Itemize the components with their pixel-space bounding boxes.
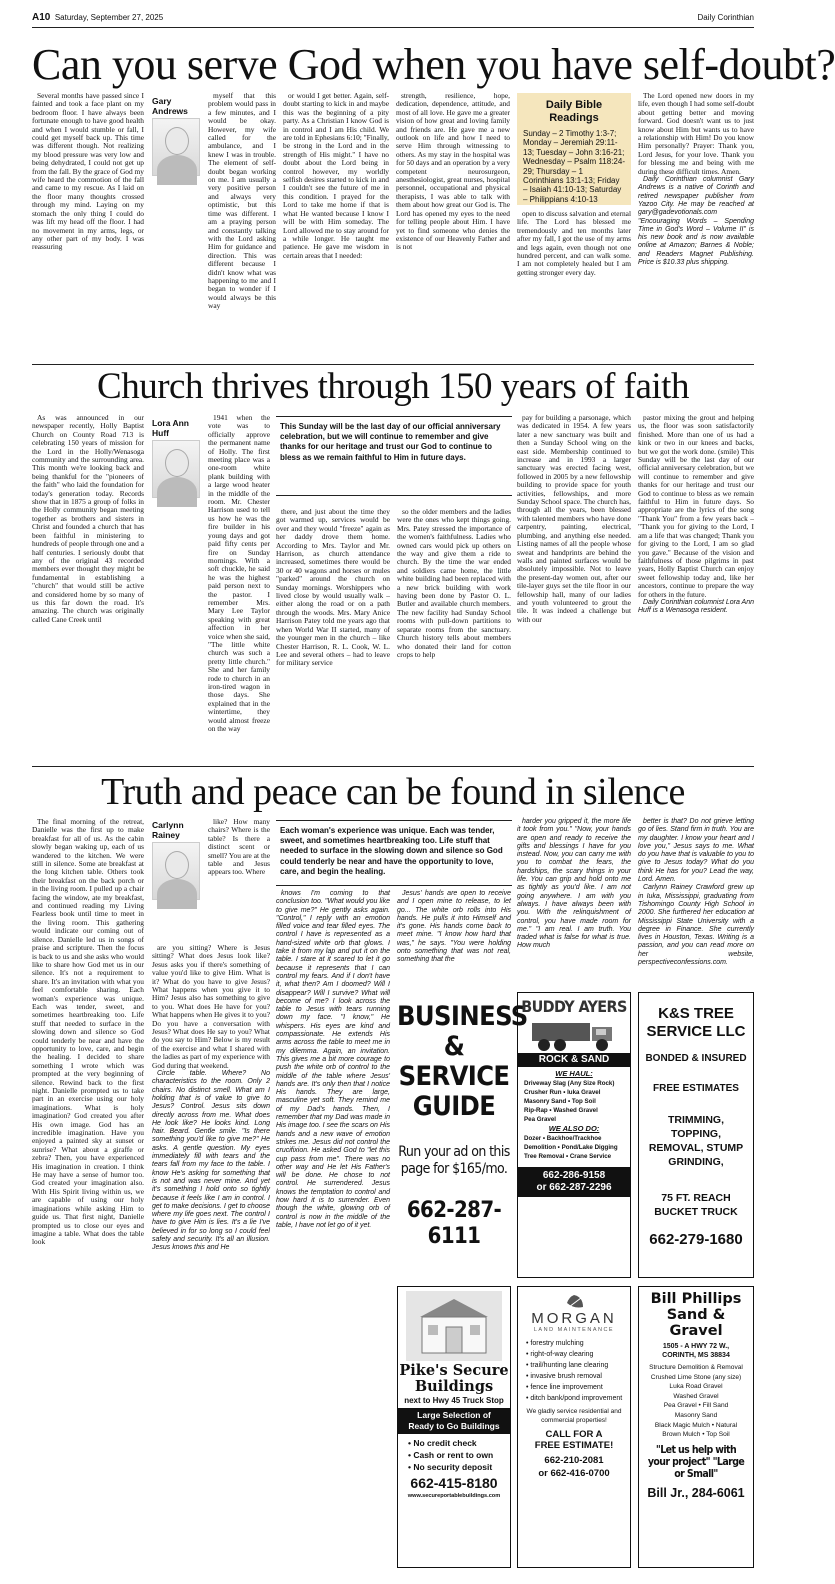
haul-item: Crusher Run • Iuka Gravel — [524, 1089, 601, 1096]
bill-item: Brown Mulch • Top Soil — [662, 1431, 730, 1439]
story2-headline: Church thrives through 150 years of faith — [97, 366, 689, 407]
also-item: Tree Removal • Crane Service — [524, 1153, 612, 1160]
pikes-location: next to Hwy 45 Truck Stop — [404, 1396, 504, 1405]
morgan-phone-1: 662-210-2081 — [544, 1455, 604, 1466]
story1-byline — [152, 96, 206, 196]
story1-column-6: The Lord opened new doors in my life, even though I had some self-doubt about getting better and moving forward. God doesn't want us to just know about Him but wants us to have a relationship with Him! Do you know Him personally? Prayer: Thank you, Lord Jesus, for your love. Thank you for blessing me and being with me during these difficult times. Amen. Daily Corinthian columnist Gary Andrews is a native of Corinth and retired newspaper publisher from Yazoo City. He may be reached at gary@gadevotionals.com "Encouraging Words – Spending Time in God's Word – Volume II" is his new book and is now available online at Amazon; Barnes & Noble; and Readers Magnet Publishing. Price is $10.33 plus shipping. — [638, 91, 754, 267]
story3-column-1: The final morning of the retreat, Danielle was the first up to make breakfast for all of us. As the cabin slowly began waking up, each of us wandered to the kitchen. We were still in silence. Some ate breakfast at the long kitchen table. Others took their breakfast on the back porch or in the living room. I pulled up a chair facing the window, ate my breakfast, and continued reading my Living Fearless book until time to meet in the living room. This gathering would indicate our coming out of silence. Danielle led us in songs of praise and scripture. Then the focus is back to us and she asks who would like to share how God met us in our silence. It's not a requirement to share. It's an invitation with what you feel comfortable sharing. Each woman's experience was unique. Each was tender, sweet, and sometimes heartbreaking too. Life stuff that needed to surface in the slowing down and silence so God could tenderly be near and have the opportunity to love, care, and begin the healing. I decided to share something I wrote which was prompted at the very beginning of silence. Rewind back to the first night. Danielle prompted us to take part in an exercise using our holy imaginations. What is holy imagination? God created you after His own image. God has an incredible imagination. Have you enjoyed a painted sky at sunset or sunrise? What about a giraffe or zebra? Then, you have experienced His imagination in creation. I think He may have a sense of humor too. God created your imagination also. With His Spirit living within us, we are capable of using our holy imaginations while asking Him to guide us. That first night, Danielle prompted us to close our eyes and imagine a table. What does the table look — [32, 817, 144, 1247]
story3-bio: Carlynn Rainey Crawford grew up in Iuka, Mississippi, graduating from Tishomingo County High School in 2000. She furthered her education at Mississippi State University with a degree in Finance. She currently lives in Houston, Texas. Writing is a passion, and you can read more on her website, perspectiveconfessions.com. — [638, 884, 754, 967]
bible-box-title: Daily Bible Readings — [545, 99, 603, 124]
story1-column-5b: open to discuss salvation and eternal life. The Lord has blessed me tremendously and ten months later after my fall, I got the use of my arms and legs again, even though not one hundred percent, and can walk some. I am not completely healed but I am getting stronger every day. — [517, 209, 631, 277]
story1-headline: Can you serve God when you have self-doubt? — [32, 40, 835, 89]
ks-name: K&S TREE SERVICE LLC — [646, 1005, 746, 1040]
author-name: Carlynn Rainey — [152, 820, 184, 840]
buddy-phone-2: or 662-287-2296 — [536, 1182, 612, 1193]
bill-item: Luka Road Gravel — [669, 1383, 723, 1391]
dump-truck-icon — [524, 1017, 624, 1053]
bill-phillips-ad — [638, 1286, 754, 1568]
story2-byline — [152, 418, 206, 518]
story1-bio: Daily Corinthian columnist Gary Andrews is a native of Corinth and retired newspaper publisher from Yazoo City. He may be reached at gary@gadevotionals.com "Encouraging Words – Spending Time in God's Word – Volume II" is his new book and is now available online at Amazon; Barnes & Noble; and Readers Magnet Publishing. Price is $10.33 plus shipping. — [638, 176, 754, 267]
morgan-phone-2: or 662-416-0700 — [538, 1468, 610, 1479]
bill-item: Masonry Sand — [674, 1411, 718, 1419]
leaf-logo-icon — [559, 1293, 589, 1311]
bill-address-2: CORINTH, MS 38834 — [662, 1352, 730, 1359]
morgan-cta: CALL FOR A FREE ESTIMATE! — [534, 1429, 614, 1451]
story3-byline — [152, 820, 206, 924]
bill-item: Structure Demolition & Removal — [649, 1364, 743, 1371]
guide-phone: 662-287-6111 — [406, 1198, 502, 1249]
pikes-point: • Cash or rent to own — [408, 1450, 494, 1460]
ks-bonded: BONDED & INSURED — [645, 1053, 747, 1064]
story2-column-5: pay for building a parsonage, which was dedicated in 1954. A few years later a new sanctuary was built and then a Sunday School wing on the east side. Membership continued to increase and in 1993 a larger sanctuary was erected facing west, followed in 2005 by a new fellowship building to provide space for youth activities, fellowships, and more Sunday School space. The church has, through all the years, been blessed with talented members who have done carpentry, painting, electrical, plumbing, and anything else needed. Listing names of all the people whose sweat and handprints are behind the walls and painted surfaces would be absolutely impossible. Not to leave the present-day women out, after our tile-layer guys set the tile floor in our fellowship hall, many of our ladies and youth volunteered to grout the tile. It was indeed a challenge but with our — [517, 413, 631, 624]
daily-bible-readings-box — [517, 93, 631, 205]
story2-column-6: pastor mixing the grout and helping us, the floor was soon satisfactorily finished. More than one of us had a kink or two in our knees and backs, but we got the work done. (smile) This Sunday will be the last day of our official anniversary celebration, but we will continue to remember and give thanks for our heritage and trust our God to continue to bless as we remain faithful to Him in future days. So appropriate are the lyrics of the song "Thank You" from a few years back – "Thank you for giving to the Lord, I am a life that was changed; Thank you for giving to the Lord, I am so glad you gave." Because of the vision and faithfulness of those pilgrims in past years, Holly Baptist Church can enjoy sweet fellowship today and, like her ancestors, continue to prepare the way for others in the future. Daily Corinthian columnist Lora Ann Huff is a Wenasoga resident. — [638, 413, 755, 615]
morgan-service: • forestry mulching — [526, 1340, 584, 1347]
buddy-haul-label: WE HAUL: — [555, 1069, 593, 1078]
haul-item: Rip-Rap • Washed Gravel — [524, 1107, 598, 1114]
buddy-also-label: WE ALSO DO: — [548, 1124, 600, 1133]
story3-column-5: harder you gripped it, the more life it took from you." "Now, your hands are open and ready to receive the gifts and blessings I have for you instead. Now, you can carry me with you to combat the fears, the hardships, the scary things in your life. You can grip and hold onto me as tightly as you'd like. I am not going anywhere. I am with you always. I have always been with you. With the relinquishment of control, you have made room for me." "I am real. I am truth. You traded what is false for what is true. How much — [517, 818, 631, 950]
author-name: Lora Ann Huff — [152, 418, 189, 438]
paper-name: Daily Corinthian — [697, 13, 754, 22]
author-photo — [152, 440, 200, 498]
story3-column-2b: are you sitting? Where is Jesus sitting? What does Jesus look like? Jesus asks you if there's something of value you'd like to give Him. What is it? What do you have to give Jesus? What happens when you give it to Him? Jesus also has something to give to you. What does He have for you? What happens when He gives it to you? Do you have a conversation with Jesus? What does He say to you? What do you say to Him? Below is my result of the exercise and what I shared with the ladies as part of my experience with God during that weekend. Circle table. Where? No characteristics to the room. Only 2 chairs. No distinct smell. What am I holding that is of value to give to Jesus? Control. Jesus sits down directly across from me. What does He look like? He looks kind. Long hair. Beard. Gentle smile. "Is there something you'd like to give me?" He asks. A gentle question. My eyes immediately fill with tears and the tears fall from my face to the table. I know He's asking for something that is not and was never mine. And yet it's something I hold onto so tightly because it feels like I am in control. I get to make decisions. I get to choose where my life goes next. The control I have to give Him is lies. It's a lie I've believed in for so long so I could feel safety and security. It's all an illusion. Jesus knows this and He — [152, 943, 270, 1252]
also-item: Demolition • Pond/Lake Digging — [524, 1144, 618, 1151]
morgan-service: • trail/hunting lane clearing — [526, 1362, 609, 1369]
page-folio — [32, 14, 754, 28]
bill-slogan: "Let us help with your project" "Large or Small" — [647, 1443, 745, 1480]
morgan-service: • right-of-way clearing — [526, 1351, 594, 1358]
also-item: Dozer • Backhoe/Trackhoe — [524, 1135, 602, 1142]
pikes-website: www.secureportablebuildings.com — [407, 1493, 501, 1499]
morgan-note: We gladly service residential and commercial properties! — [526, 1408, 622, 1424]
buddy-tagline: ROCK & SAND — [518, 1053, 630, 1067]
section-divider — [32, 766, 754, 767]
buddy-ayers-ad — [517, 992, 631, 1278]
bill-item: Washed Gravel — [673, 1392, 719, 1400]
haul-item: Pea Gravel — [524, 1116, 556, 1123]
guide-subtitle: Run your ad on this page for $165/mo. — [398, 1144, 510, 1177]
morgan-service: • invasive brush removal — [526, 1373, 602, 1380]
section-divider — [32, 364, 754, 365]
author-photo — [152, 842, 200, 900]
buddy-name: BUDDY AYERS — [521, 997, 627, 1016]
ks-estimates: FREE ESTIMATES — [653, 1083, 739, 1094]
page-number: A10 — [32, 12, 51, 23]
bill-name: Bill Phillips Sand & Gravel — [650, 1291, 742, 1339]
pikes-point: • No security deposit — [408, 1462, 493, 1472]
author-photo — [152, 118, 200, 176]
morgan-land-ad — [517, 1286, 631, 1568]
story3-column-3: knows I'm coming to that conclusion too. "What would you like to give me?" He gently asks again. "Control," I reply with an emotion filled voice and tear filled eyes. The control I have is represented as a hand-sized white orb that glows. I take it from my lap and put it on the table. I stare at it scared to let it go because it represents that I can control my fears. And if I don't have it, what then? Am I doomed? Will I disappear? Will I survive? What will become of me? I look across the table to Jesus with tears running down my face. "I know," He whispers. His eyes are kind and compassionate. He extends His arms across the table to meet me in my dilemma. Again, an invitation. This gives me a bit more courage to push the white orb of control to the middle of the table where Jesus' hands are. It's only then that I notice His hands. They are large, masculine yet soft. They remind me of my Dad's hands. Then, I remember that my Dad was made in His image too. I see the scars on His hands and a new wave of emotion strikes me. Jesus did not control the crucifixion. He asked God to "let this cup pass from me". There was no other way and He let His Father's will be done. He chose to not control. He surrendered. Jesus knows the temptation to control and how hard it is to surrender. Even though the white, glowing orb of control is now in the middle of the table, I have not let go of it yet. — [276, 890, 390, 1229]
story2-column-2: 1941 when the vote was to officially approve the permanent name of Holly. The first meeting place was a one-room white plank building with a large wood heater in the middle of the room. Mr. Chester Harrison used to tell us how he was the fire builder in his young days and got paid fifty cents per fire on Sunday mornings. With a soft chuckle, he said he was the highest paid person next to the pastor. I remember Mrs. Mary Lee Taylor speaking with great affection in her voice when she said, "The little white church was such a pretty little church." She and her family rode to church in an iron-tired wagon in those days. She explained that in the wintertime, they would almost freeze on the way — [208, 413, 270, 734]
bill-item: Crushed Lime Stone (any size) — [650, 1373, 742, 1381]
bill-item: Black Magic Mulch • Natural — [654, 1421, 738, 1429]
bible-box-text: Sunday – 2 Timothy 1:3-7; Monday – Jeremiah 29:11-13; Tuesday – John 3:16-21; Wednesday – Psalm 118:24-29; Thursday – 1 Corinthians 13:1-13; Friday – Isaiah 41:10-13; Saturday – Philippians 4:10-13 — [523, 129, 625, 204]
story1-column-3: or would I get better. Again, self-doubt starting to kick in and maybe this was the beginning of a pity party. As a Christian I know God is in control and I am His child. We are told in Ephesians 6:10; "Finally, be strong in the Lord and in the strength of His might." I have no doubt about the Lord being in control however, my worldly selfish desires started to kick in and I couldn't see the future of me in this condition. I prayed for the Lord to take me home if that is what He wanted because I know I will be with Him someday. The Lord allowed me to stay around for a while longer. He taught me patience. He gave me wisdom in certain areas that I needed: — [283, 91, 389, 260]
morgan-sub: LAND MAINTENANCE — [533, 1327, 615, 1333]
ks-phone: 662-279-1680 — [649, 1231, 743, 1248]
pikes-buildings-ad — [397, 1286, 511, 1568]
guide-title: BUSINESS & SERVICE GUIDE — [397, 1001, 528, 1122]
haul-item: Masonry Sand • Top Soil — [524, 1098, 596, 1105]
pikes-phone: 662-415-8180 — [410, 1475, 498, 1491]
story1-column-1: Several months have passed since I fainted and took a face plant on my bedroom floor. I have always been fortunate enough to have good health and when I would stumble or fall, I could get myself back up. This time was different though. Not realizing my blood pressure was very low and being dehydrated, I could not get up from the fall. By the grace of God my wife heard the commotion of the fall and came to my rescue. As I laid on the floor many thoughts crossed through my mind. Laying on my stomach the only thing I could do was lift my head off the floor. I had no movement in my arms, legs, or any other part of my body. I was reassuring — [32, 91, 144, 252]
ks-reach: 75 FT. REACH BUCKET TRUCK — [654, 1192, 738, 1218]
pikes-point: • No credit check — [408, 1438, 477, 1448]
morgan-name: MORGAN — [531, 1310, 617, 1327]
story3-exercise: Circle table. Where? No characteristics to the room. Only 2 chairs. No distinct smell. What am I holding that is of value to give to Jesus? Control. Jesus sits down directly across from me. What does He look like? He looks kind. Long hair. Beard. Gentle smile. "Is there something you'd like to give me?" He asks. A gentle question. My eyes immediately fill with tears and the tears fall from my face to the table. I know He's asking for something that is not and was never mine. And yet it's something I hold onto so tightly because it feels like I am in control. I get to make decisions. I get to choose where my life goes next. The control I have to give Him is lies. It's a lie I've believed in for so long so I could feel safety and security. It's all an illusion. Jesus knows this and He — [152, 1070, 270, 1252]
haul-item: Driveway Slag (Any Size Rock) — [524, 1080, 615, 1087]
story1-column-2b — [152, 196, 276, 356]
morgan-service: • ditch bank/pond improvement — [526, 1395, 623, 1402]
story3-column-6: better is that? Do not grieve letting go of lies. Stand firm in truth. You are my daughter. I know your heart and I love you," Jesus says to me. What do you have that is valuable to you to give to Jesus today? What do you think He has for you? Lead the way, Lord. Amen. Carlynn Rainey Crawford grew up in Iuka, Mississippi, graduating from Tishomingo County High School in 2000. She furthered her education at Mississippi State University with a degree in Finance. She currently lives in Houston, Texas. Writing is a passion, and you can read more on her website, perspectiveconfessions.com. — [638, 818, 754, 967]
story2-pull-quote: This Sunday will be the last day of our official anniversary celebration, but we will continue to remember and give thanks for our heritage and trust our God to continue to bless as we remain faithful to Him in future days. — [276, 416, 512, 496]
story3-column-4: Jesus' hands are open to receive and I open mine to release, to let go... The white orb rolls into His hands. He pulls it into Himself and it's gone. His hands come back to meet mine. "I know how hard that was," he says. "You were holding onto something that was not real, something that the — [397, 890, 511, 964]
story3-column-2a: like? How many chairs? Where is the table? Is there a distinct scent or smell? You are at the table and Jesus appears too. Where — [208, 817, 270, 877]
buddy-phone-1: 662-286-9158 — [542, 1170, 606, 1181]
page-date: Saturday, September 27, 2025 — [54, 13, 164, 22]
story2-column-4: so the older members and the ladies were the ones who kept things going. Mrs. Patey stressed the importance of the women's faithfulness. Ladies who owned cars would pick up others on the way and give them a ride to church. By the time the war ended and soldiers came home, the little white building had been replaced with a new brick building with work having been done by Pastor O. L. Butler and available church members. The new facility had Sunday School rooms with pull-down partitions to separate rooms from the sanctuary. Church history tells about members who donated their land for cotton crops to help — [397, 507, 511, 659]
story3-pull-quote: Each woman's experience was unique. Each was tender, sweet, and sometimes heartbreaking too. Life stuff that needed to surface in the slowing down and silence so God could tenderly be near and have the opportunity to love, care, and begin the healing. — [276, 820, 512, 886]
business-service-guide-ad — [397, 992, 528, 1278]
bill-contact: Bill Jr., 284-6061 — [647, 1485, 745, 1500]
story2-bio: Daily Corinthian columnist Lora Ann Huff is a Wenasoga resident. — [638, 598, 755, 615]
bill-item: Pea Gravel • Fill Sand — [663, 1402, 729, 1410]
ks-services: TRIMMING, TOPPING, REMOVAL, STUMP GRINDING, — [648, 1114, 744, 1168]
bill-address-1: 1505 - A HWY 72 W., — [662, 1343, 730, 1350]
story3-headline: Truth and peace can be found in silence — [101, 771, 685, 813]
morgan-service: • fence line improvement — [526, 1384, 603, 1391]
shed-building-icon — [406, 1291, 502, 1361]
story2-column-1: As was announced in our newspaper recently, Holly Baptist Church on County Road 713 is celebrating 150 years of mission for the Lord in the Holly/Wenasoga community and the surrounding area. This month we're looking back and being thankful for the "pioneers of the faith" who laid the foundation for today's generation today. Records show that in 1875 a group of folks in the Holly community began meeting together as brothers and sisters in Christ and founded a church that has been faithful in ministering to hundreds of people through one and a half centuries. I seriously doubt that any of the original 43 recorded members ever thought they might be fundamental in establishing a "church" that would still be active and considered home by so many of us this far down the road. It's amazing. The church was originally called Cane Creek until — [32, 413, 144, 624]
pikes-name: Pike's Secure Buildings — [399, 1362, 509, 1395]
author-name: Gary Andrews — [152, 96, 188, 116]
ks-tree-service-ad — [638, 992, 754, 1278]
story1-column-2a: myself that this problem would pass in a few minutes, and I would be okay. However, my wife called for the ambulance, and I knew I was in trouble. The element of self-doubt began working on me. I am usually a very positive person and always very optimistic, but this time was different. I am a praying person and constantly talking with the Lord asking Him for guidance and direction. This was different because I didn't know what was happening to me and I began to wonder if I would always be this way — [208, 91, 276, 311]
pikes-banner: Large Selection of Ready to Go Buildings — [398, 1408, 510, 1434]
story1-column-4: strength, resilience, hope, dedication, dependence, attitude, and most of all love. He gave me a greater vision of how great and loving family and friends are. He gave me a new outlook on life and how I need to serve Him through witnessing to others. As my stay in the hospital was for 50 days and an operation by a very competent neurosurgeon, anesthesiologist, great nurses, hospital personnel, occupational and physical therapists, I was able to talk with them about how great our God is. The Lord has opened my eyes to the need for telling people about Him. I have yet to find someone who denies the existence of our Heavenly Father and is not — [396, 91, 510, 252]
story2-column-3: there, and just about the time they got warmed up, services would be over and they would "freeze" again as her daddy drove them home. According to Mrs. Taylor and Mr. Harrison, as church attendance increased, sometimes there would be 30 or 40 wagons and horses or mules "parked" around the church on Sunday mornings. Worshippers who lived close by would usually walk – either along the road or on a path through the woods. Mrs. Mary Anice Harrison Patey told me years ago that when World War II started, many of the younger men in the church – like Chester Harrison, R. L. Cook, W. L. Lee and several others – had to leave for military service — [276, 507, 390, 668]
